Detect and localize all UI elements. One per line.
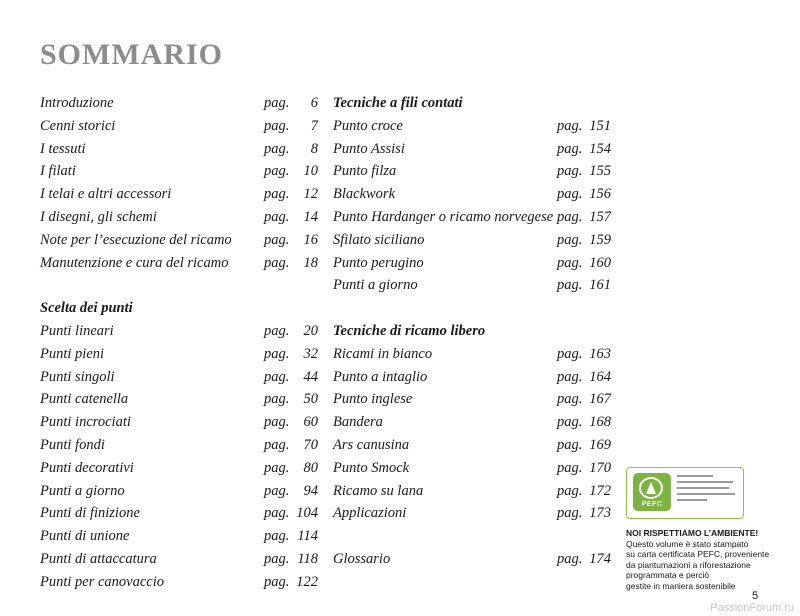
toc-entry-title: Punto filza bbox=[333, 163, 397, 180]
pefc-certification-badge bbox=[626, 467, 744, 519]
environment-line: su carta certificata PEFC, proveniente bbox=[626, 549, 770, 559]
toc-entry-page-number: 174 bbox=[589, 550, 611, 567]
toc-entry-page-number: 170 bbox=[589, 459, 611, 476]
toc-entry-pag-label: pag. bbox=[264, 95, 290, 111]
toc-entry-pag-label: pag. bbox=[557, 254, 583, 271]
toc-entry-title: Punti a giorno bbox=[333, 277, 418, 294]
toc-entry-pag-label: pag. bbox=[557, 459, 583, 476]
toc-entry bbox=[40, 252, 320, 275]
toc-entry bbox=[40, 434, 320, 457]
toc-entry-page-number: 20 bbox=[303, 322, 318, 339]
toc-entry bbox=[40, 160, 320, 183]
toc-entry-pag-label: pag. bbox=[264, 231, 290, 248]
toc-entry-page-number: 173 bbox=[589, 505, 611, 522]
toc-entry bbox=[40, 571, 320, 594]
toc-entry-page-number: 168 bbox=[589, 414, 611, 431]
section-heading: Scelta dei punti bbox=[40, 300, 133, 317]
toc-entry-pag-label: pag. bbox=[557, 550, 583, 567]
toc-entry bbox=[333, 274, 613, 297]
toc-entry-pag-label: pag. bbox=[264, 550, 290, 567]
toc-entry-title: Punti fondi bbox=[40, 436, 105, 453]
toc-entry bbox=[333, 138, 613, 161]
toc-entry-page-number: 160 bbox=[589, 254, 611, 271]
toc-entry-page-number: 122 bbox=[296, 573, 318, 590]
toc-entry-title: Ars canusina bbox=[333, 436, 410, 453]
toc-entry-pag-label: pag. bbox=[557, 163, 583, 180]
toc-entry bbox=[333, 206, 613, 229]
toc-entry-pag-label: pag. bbox=[557, 117, 583, 134]
toc-entry-page-number: 60 bbox=[303, 414, 318, 431]
section-heading: Tecniche a fili contati bbox=[333, 95, 463, 111]
toc-right-column bbox=[333, 92, 613, 571]
toc-entry bbox=[40, 480, 320, 503]
toc-entry-pag-label: pag. bbox=[557, 277, 583, 294]
toc-entry-page-number: 157 bbox=[589, 208, 611, 225]
toc-entry bbox=[40, 457, 320, 480]
toc-entry bbox=[333, 343, 613, 366]
toc-entry bbox=[40, 388, 320, 411]
toc-entry-title: Punti catenella bbox=[40, 391, 129, 408]
toc-entry-title: I telai e altri accessori bbox=[40, 186, 172, 203]
toc-entry bbox=[40, 320, 320, 343]
toc-entry-title: Blackwork bbox=[333, 186, 396, 203]
toc-entry-pag-label: pag. bbox=[557, 391, 583, 408]
toc-entry-page-number: 16 bbox=[303, 231, 318, 248]
toc-entry-pag-label: pag. bbox=[557, 505, 583, 522]
toc-entry-pag-label: pag. bbox=[557, 368, 583, 385]
toc-entry-pag-label: pag. bbox=[264, 186, 290, 203]
toc-entry-page-number: 167 bbox=[589, 391, 611, 408]
toc-entry-page-number: 14 bbox=[303, 208, 318, 225]
toc-entry-page-number: 44 bbox=[303, 368, 318, 385]
toc-entry-title: Punto perugino bbox=[333, 254, 424, 271]
toc-entry bbox=[333, 160, 613, 183]
toc-entry bbox=[40, 548, 320, 571]
toc-entry-pag-label: pag. bbox=[264, 322, 290, 339]
toc-entry-title: Punti lineari bbox=[40, 322, 114, 339]
toc-entry-title: Punto a intaglio bbox=[333, 368, 428, 385]
toc-entry bbox=[333, 502, 613, 525]
toc-entry-title: Punti di unione bbox=[40, 528, 130, 545]
toc-entry-pag-label: pag. bbox=[264, 368, 290, 385]
toc-entry bbox=[333, 480, 613, 503]
toc-entry-title: Punto croce bbox=[333, 117, 403, 134]
toc-entry bbox=[40, 206, 320, 229]
toc-entry-title: Punti a giorno bbox=[40, 482, 125, 499]
page-title: SOMMARIO bbox=[40, 38, 223, 71]
toc-entry-pag-label: pag. bbox=[264, 163, 290, 180]
watermark: PassionForum.ru bbox=[710, 602, 794, 614]
toc-entry-page-number: 12 bbox=[303, 186, 318, 203]
pefc-tree-logo-icon bbox=[633, 473, 671, 511]
toc-entry bbox=[333, 411, 613, 434]
toc-entry bbox=[40, 115, 320, 138]
toc-entry-title: Punti per canovaccio bbox=[40, 573, 165, 590]
environment-heading: NOI RISPETTIAMO L’AMBIENTE! bbox=[626, 528, 759, 538]
toc-entry-title: Applicazioni bbox=[333, 505, 407, 522]
toc-left-column bbox=[40, 92, 320, 594]
toc-entry-pag-label: pag. bbox=[557, 231, 583, 248]
toc-entry bbox=[40, 229, 320, 252]
toc-entry-title: Punti decorativi bbox=[40, 459, 134, 476]
toc-entry-title: Punti di attaccatura bbox=[40, 550, 157, 567]
toc-entry bbox=[333, 388, 613, 411]
toc-entry-page-number: 159 bbox=[589, 231, 611, 248]
toc-entry-title: Cenni storici bbox=[40, 117, 116, 134]
toc-entry-page-number: 164 bbox=[589, 368, 611, 385]
toc-entry-pag-label: pag. bbox=[557, 482, 583, 499]
toc-entry-page-number: 50 bbox=[303, 391, 318, 408]
toc-entry bbox=[40, 343, 320, 366]
toc-entry-title: Punti pieni bbox=[40, 345, 105, 362]
toc-entry-title: I tessuti bbox=[40, 140, 86, 157]
toc-entry bbox=[333, 252, 613, 275]
toc-entry-title: I disegni, gli schemi bbox=[40, 208, 157, 225]
toc-entry-pag-label: pag. bbox=[264, 528, 290, 545]
toc-entry-pag-label: pag. bbox=[264, 140, 290, 157]
toc-entry-title: Ricamo su lana bbox=[333, 482, 424, 499]
toc-entry-pag-label: pag. bbox=[264, 345, 290, 362]
toc-entry-title: Punto inglese bbox=[333, 391, 413, 408]
toc-entry-pag-label: pag. bbox=[557, 208, 583, 225]
toc-entry-page-number: 7 bbox=[310, 117, 318, 134]
toc-entry-title: Glossario bbox=[333, 550, 391, 567]
toc-entry bbox=[40, 411, 320, 434]
toc-entry-title: Introduzione bbox=[40, 95, 114, 111]
toc-entry-pag-label: pag. bbox=[557, 186, 583, 203]
section-heading: Tecniche di ricamo libero bbox=[333, 322, 486, 339]
toc-entry-page-number: 80 bbox=[303, 459, 318, 476]
toc-entry-pag-label: pag. bbox=[557, 414, 583, 431]
environment-line: gestite in maniera sostenibile bbox=[626, 580, 736, 591]
toc-entry bbox=[333, 434, 613, 457]
toc-entry-page-number: 6 bbox=[310, 95, 318, 111]
toc-entry-title: Manutenzione e cura del ricamo bbox=[40, 254, 229, 271]
toc-entry bbox=[333, 183, 613, 206]
toc-entry-page-number: 18 bbox=[303, 254, 318, 271]
toc-entry-pag-label: pag. bbox=[264, 117, 290, 134]
toc-entry-page-number: 151 bbox=[589, 117, 611, 134]
toc-entry bbox=[333, 548, 613, 571]
toc-entry-page-number: 94 bbox=[303, 482, 318, 499]
toc-entry-page-number: 163 bbox=[589, 345, 611, 362]
pefc-fine-print bbox=[677, 475, 737, 505]
environment-note bbox=[626, 528, 786, 591]
toc-entry-pag-label: pag. bbox=[264, 505, 290, 522]
toc-entry-page-number: 118 bbox=[297, 550, 318, 567]
toc-entry-pag-label: pag. bbox=[557, 345, 583, 362]
toc-entry-page-number: 114 bbox=[297, 528, 318, 545]
toc-entry bbox=[40, 138, 320, 161]
toc-entry-title: Sfilato siciliano bbox=[333, 231, 425, 248]
toc-entry-pag-label: pag. bbox=[557, 140, 583, 157]
toc-entry bbox=[40, 183, 320, 206]
toc-entry bbox=[333, 229, 613, 252]
toc-entry-pag-label: pag. bbox=[264, 414, 290, 431]
toc-entry-page-number: 156 bbox=[589, 186, 611, 203]
toc-entry-title: I filati bbox=[40, 163, 76, 180]
toc-entry-page-number: 161 bbox=[589, 277, 611, 294]
toc-entry-pag-label: pag. bbox=[264, 254, 290, 271]
toc-entry-title: Ricami in bianco bbox=[333, 345, 433, 362]
toc-entry-title: Note per l’esecuzione del ricamo bbox=[40, 231, 232, 248]
toc-entry-page-number: 154 bbox=[589, 140, 611, 157]
toc-entry bbox=[40, 92, 320, 115]
toc-entry-page-number: 155 bbox=[589, 163, 611, 180]
environment-line: programmata e perciò bbox=[626, 570, 710, 580]
toc-entry-pag-label: pag. bbox=[264, 482, 290, 499]
toc-entry bbox=[333, 366, 613, 389]
toc-entry bbox=[333, 457, 613, 480]
toc-entry-page-number: 169 bbox=[589, 436, 611, 453]
toc-entry-pag-label: pag. bbox=[264, 391, 290, 408]
toc-entry-title: Punti singoli bbox=[40, 368, 115, 385]
toc-entry-title: Punto Hardanger o ricamo norvegese bbox=[333, 208, 554, 225]
toc-entry-pag-label: pag. bbox=[264, 208, 290, 225]
toc-entry-page-number: 70 bbox=[303, 436, 318, 453]
toc-entry-pag-label: pag. bbox=[264, 436, 290, 453]
toc-entry-page-number: 10 bbox=[303, 163, 318, 180]
toc-entry-title: Punti incrociati bbox=[40, 414, 131, 431]
toc-entry-page-number: 8 bbox=[310, 140, 318, 157]
toc-entry-page-number: 104 bbox=[296, 505, 318, 522]
toc-entry bbox=[333, 115, 613, 138]
toc-entry-title: Punto Assisi bbox=[333, 140, 405, 157]
toc-entry bbox=[40, 366, 320, 389]
toc-entry-pag-label: pag. bbox=[264, 573, 290, 590]
toc-entry bbox=[40, 502, 320, 525]
toc-entry-page-number: 32 bbox=[303, 345, 318, 362]
toc-entry bbox=[40, 525, 320, 548]
toc-entry-title: Bandera bbox=[333, 414, 383, 431]
toc-entry-title: Punto Smock bbox=[333, 459, 410, 476]
toc-entry-pag-label: pag. bbox=[264, 459, 290, 476]
toc-entry-page-number: 172 bbox=[589, 482, 611, 499]
toc-entry-pag-label: pag. bbox=[557, 436, 583, 453]
toc-entry-title: Punti di finizione bbox=[40, 505, 140, 522]
environment-line: Questo volume è stato stampato bbox=[626, 538, 749, 549]
page-number: 5 bbox=[752, 590, 759, 602]
pefc-brand-label: PEFC bbox=[641, 501, 663, 508]
environment-line: da piantumazioni a riforestazione bbox=[626, 559, 751, 570]
